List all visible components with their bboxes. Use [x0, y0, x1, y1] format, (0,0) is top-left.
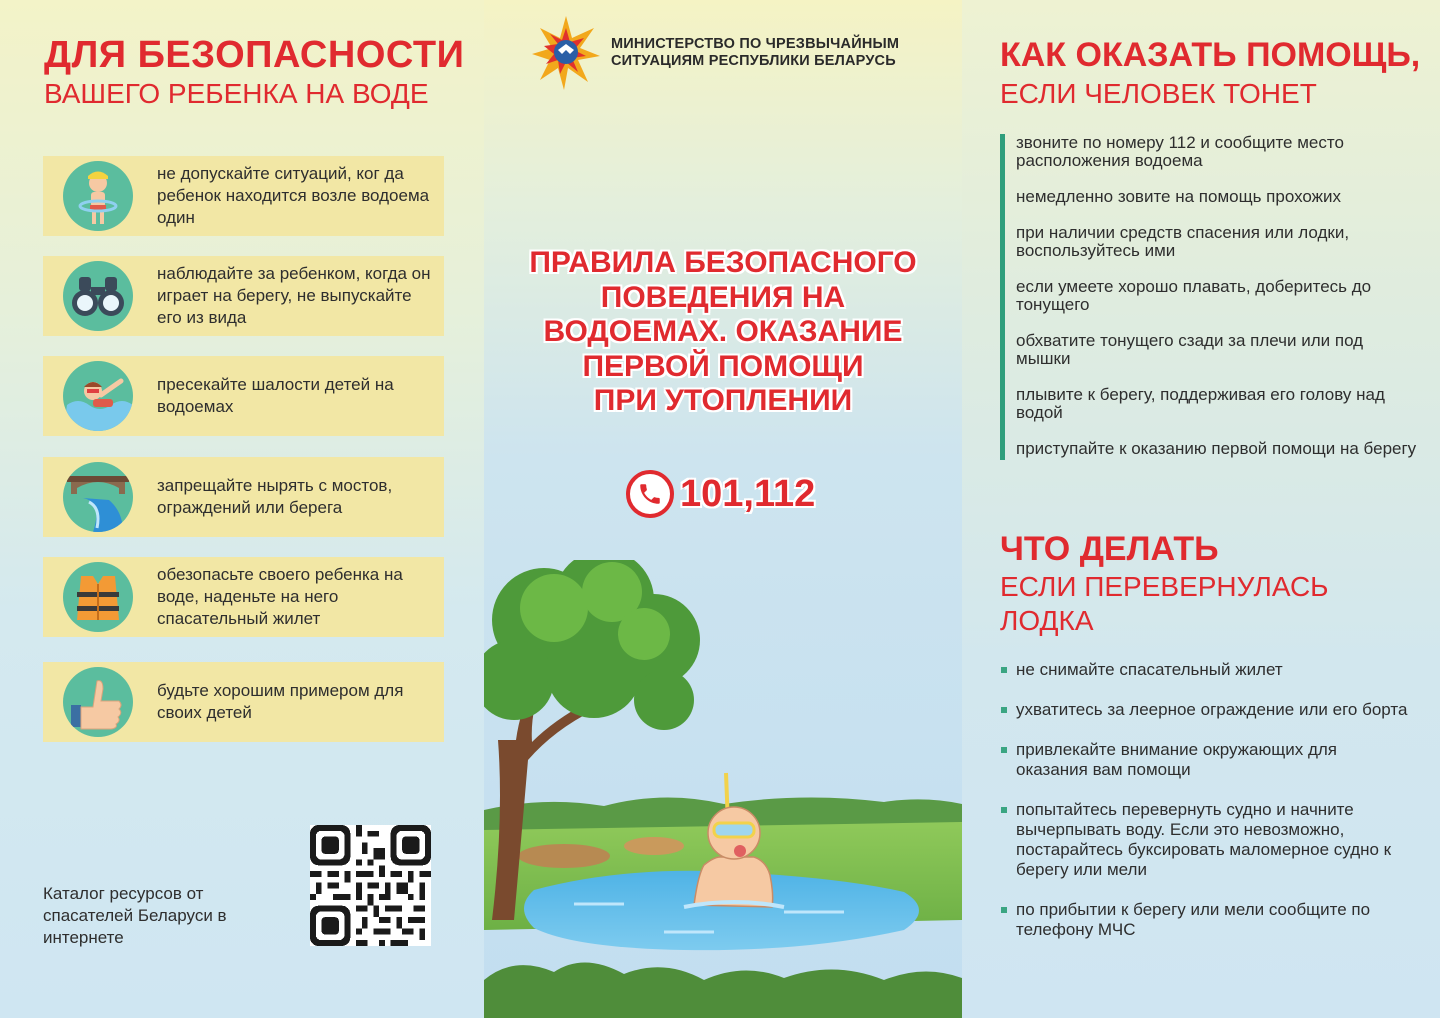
tip-item	[43, 156, 444, 236]
tip-text: пресекайте шалости детей на водоемах	[157, 375, 394, 416]
catalog-text: Каталог ресурсов от спасателей Беларуси в интернете	[43, 884, 227, 947]
phone-icon	[626, 470, 674, 518]
help-subtitle: ЕСЛИ ЧЕЛОВЕК ТОНЕТ	[1000, 78, 1317, 109]
boat-step: попытайтесь перевернуть судно и начните вычерпывать воду. Если это невозможно, постарайтесь буксировать маломерное судно к берегу или мели	[1000, 800, 1410, 880]
middle-panel	[484, 0, 962, 1018]
phone-numbers: 101,112	[680, 472, 816, 515]
left-subtitle: ВАШЕГО РЕБЕНКА НА ВОДЕ	[44, 78, 429, 109]
help-step: обхватите тонущего сзади за плечи или под мышки	[1016, 331, 1364, 368]
main-title-line: ПРАВИЛА БЕЗОПАСНОГО	[529, 246, 917, 279]
tip-item	[43, 662, 444, 742]
right-panel	[962, 0, 1440, 1018]
child-swimmer-icon	[63, 161, 133, 231]
help-title: КАК ОКАЗАТЬ ПОМОЩЬ,	[1000, 36, 1421, 74]
boat-step: привлекайте внимание окружающих для оказания вам помощи	[1000, 740, 1410, 780]
help-step: немедленно зовите на помощь прохожих	[1016, 187, 1342, 206]
boat-step: по прибытии к берегу или мели сообщите по телефону МЧС	[1000, 900, 1410, 940]
thumbs-up-icon	[63, 667, 133, 737]
bridge-icon	[63, 462, 133, 532]
tip-text: будьте хорошим примером для своих детей	[157, 681, 404, 722]
boat-step: ухватитесь за леерное ограждение или его борта	[1000, 700, 1410, 720]
tip-item	[43, 256, 444, 336]
help-step: при наличии средств спасения или лодки, воспользуйтесь ими	[1016, 223, 1350, 260]
help-step: приступайте к оказанию первой помощи на берегу	[1016, 439, 1417, 458]
tip-item	[43, 356, 444, 436]
main-title	[494, 246, 952, 419]
lake-illustration	[484, 560, 962, 1018]
tip-item	[43, 557, 444, 637]
tip-text: запрещайте нырять с мостов, ограждений или берега	[157, 476, 393, 517]
ministry-line-2: СИТУАЦИЯМ РЕСПУБЛИКИ БЕЛАРУСЬ	[611, 53, 896, 69]
main-title-line: ПЕРВОЙ ПОМОЩИ	[582, 349, 864, 383]
tip-item	[43, 457, 444, 537]
qr-code[interactable]	[310, 825, 431, 946]
ministry-line-1: МИНИСТЕРСТВО ПО ЧРЕЗВЫЧАЙНЫМ	[611, 36, 900, 52]
swimming-child-icon	[63, 361, 133, 431]
boat-steps-list	[1000, 660, 1410, 940]
left-title: ДЛЯ БЕЗОПАСНОСТИ	[44, 34, 465, 76]
main-title-line: ПРИ УТОПЛЕНИИ	[593, 384, 853, 417]
boat-subtitle: ЕСЛИ ПЕРЕВЕРНУЛАСЬ ЛОДКА	[1000, 571, 1329, 636]
main-title-line: ВОДОЕМАХ. ОКАЗАНИЕ	[543, 315, 903, 348]
left-panel	[0, 0, 484, 1018]
tip-text: наблюдайте за ребенком, когда он играет на берегу, не выпускайте его из вида	[157, 264, 431, 327]
emergency-phone	[626, 470, 815, 518]
help-step: плывите к берегу, поддерживая его голову над водой	[1016, 385, 1385, 422]
ministry-emblem-icon	[530, 14, 602, 92]
help-step: звоните по номеру 112 и сообщите место расположения водоема	[1016, 133, 1344, 170]
boat-title: ЧТО ДЕЛАТЬ	[1000, 530, 1219, 568]
ministry-name	[611, 36, 899, 70]
life-vest-icon	[63, 562, 133, 632]
binoculars-icon	[63, 261, 133, 331]
tip-text: не допускайте ситуаций, ког да ребенок находится возле водоема один	[157, 164, 430, 227]
help-step: если умеете хорошо плавать, доберитесь до тонущего	[1016, 277, 1372, 314]
tip-text: обезопасьте своего ребенка на воде, наденьте на него спасательный жилет	[157, 565, 403, 628]
main-title-line: ПОВЕДЕНИЯ НА	[600, 280, 846, 314]
boat-step: не снимайте спасательный жилет	[1000, 660, 1410, 680]
help-steps-list	[1000, 134, 1420, 460]
